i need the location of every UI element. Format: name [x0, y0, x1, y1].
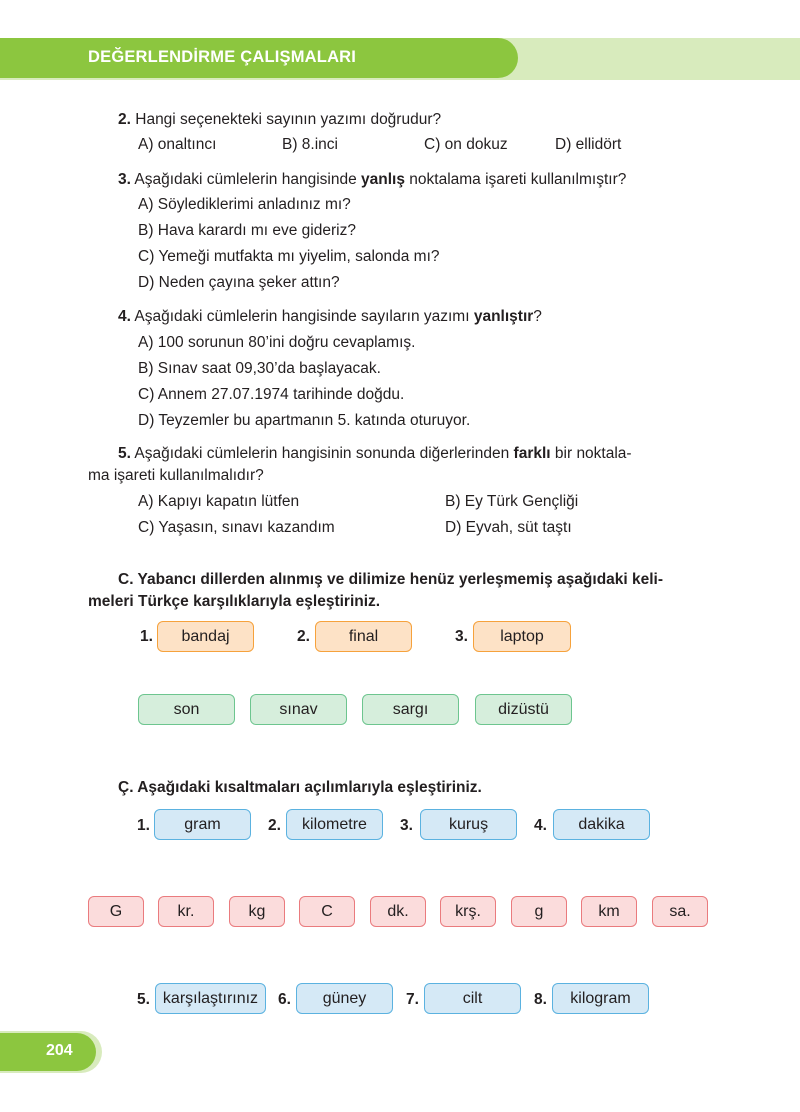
match-number: 2.	[297, 628, 310, 645]
q4-option-d: D) Teyzemler bu apartmanın 5. katında oturuyor.	[138, 412, 471, 429]
section-title: DEĞERLENDİRME ÇALIŞMALARI	[88, 48, 357, 66]
question-text: noktalama işareti kullanılmıştır?	[409, 171, 627, 188]
word-box-laptop: laptop	[473, 621, 571, 652]
abbr-box-kr: kr.	[158, 896, 214, 927]
abbr-box-dk: dk.	[370, 896, 426, 927]
question-number: 3.	[118, 171, 131, 188]
section-c-instruction-continuation: meleri Türkçe karşılıklarıyla eşleştiriniz.	[88, 593, 381, 610]
q2-option-c: C) on dokuz	[424, 136, 508, 153]
abbr-box-krs: krş.	[440, 896, 496, 927]
section-c-instruction: C. Yabancı dillerden alınmış ve dilimize henüz yerleşmemiş aşağıdaki keli-	[118, 571, 664, 588]
q5-option-d: D) Eyvah, süt taştı	[445, 519, 572, 536]
q2-option-d: D) ellidört	[555, 136, 622, 153]
question-text: bir noktala-	[554, 445, 632, 462]
q5-option-c: C) Yaşasın, sınavı kazandım	[138, 519, 335, 536]
question-text: Hangi seçenekteki sayının yazımı doğrudur?	[135, 111, 442, 128]
q4-option-b: B) Sınav saat 09,30’da başlayacak.	[138, 360, 381, 377]
q4-option-c: C) Annem 27.07.1974 tarihinde doğdu.	[138, 386, 405, 403]
emphasis-word: farklı	[513, 445, 551, 462]
question-4	[118, 307, 542, 327]
answer-box-son: son	[138, 694, 235, 725]
q5-option-b: B) Ey Türk Gençliği	[445, 493, 579, 510]
match-number: 1.	[137, 817, 150, 834]
q3-option-a: A) Söylediklerimi anladınız mı?	[138, 196, 351, 213]
word-box-guney: güney	[296, 983, 393, 1014]
question-2	[118, 110, 441, 130]
word-box-kilometre: kilometre	[286, 809, 383, 840]
q3-option-b: B) Hava karardı mı eve gideriz?	[138, 222, 356, 239]
word-box-dakika: dakika	[553, 809, 650, 840]
page-number: 204	[46, 1042, 73, 1059]
q5-option-a: A) Kapıyı kapatın lütfen	[138, 493, 300, 510]
match-number: 4.	[534, 817, 547, 834]
question-text: Aşağıdaki cümlelerin hangisinde	[134, 171, 357, 188]
question-number: 5.	[118, 445, 131, 462]
match-number: 7.	[406, 991, 419, 1008]
match-number: 8.	[534, 991, 547, 1008]
abbr-box-C: C	[299, 896, 355, 927]
emphasis-word: yanlıştır	[473, 308, 534, 325]
q4-option-a: A) 100 sorunun 80’ini doğru cevaplamış.	[138, 334, 416, 351]
word-box-bandaj: bandaj	[157, 621, 254, 652]
abbr-box-g: g	[511, 896, 567, 927]
match-number: 5.	[137, 991, 150, 1008]
abbr-box-sa: sa.	[652, 896, 708, 927]
match-number: 3.	[400, 817, 413, 834]
question-number: 4.	[118, 308, 131, 325]
abbr-box-km: km	[581, 896, 637, 927]
question-5	[118, 444, 632, 464]
word-box-kurus: kuruş	[420, 809, 517, 840]
answer-box-sinav: sınav	[250, 694, 347, 725]
word-box-karsilastiriniz: karşılaştırınız	[155, 983, 266, 1014]
question-3	[118, 170, 626, 190]
match-number: 3.	[455, 628, 468, 645]
q3-option-c: C) Yemeği mutfakta mı yiyelim, salonda mı?	[138, 248, 440, 265]
word-box-kilogram: kilogram	[552, 983, 649, 1014]
match-number: 1.	[140, 628, 153, 645]
abbr-box-G: G	[88, 896, 144, 927]
answer-box-dizustu: dizüstü	[475, 694, 572, 725]
question-text: Aşağıdaki cümlelerin hangisinde sayıların yazımı	[134, 308, 470, 325]
question-text: ?	[533, 308, 542, 325]
word-box-gram: gram	[154, 809, 251, 840]
q2-option-a: A) onaltıncı	[138, 136, 217, 153]
match-number: 2.	[268, 817, 281, 834]
question-5-continuation: ma işareti kullanılmalıdır?	[88, 467, 264, 484]
q2-option-b: B) 8.inci	[282, 136, 338, 153]
section-cc-instruction: Ç. Aşağıdaki kısaltmaları açılımlarıyla eşleştiriniz.	[118, 779, 482, 796]
answer-box-sargi: sargı	[362, 694, 459, 725]
word-box-final: final	[315, 621, 412, 652]
emphasis-word: yanlış	[361, 171, 405, 188]
word-box-cilt: cilt	[424, 983, 521, 1014]
q3-option-d: D) Neden çayına şeker attın?	[138, 274, 340, 291]
question-text: Aşağıdaki cümlelerin hangisinin sonunda diğerlerinden	[134, 445, 510, 462]
match-number: 6.	[278, 991, 291, 1008]
question-number: 2.	[118, 111, 131, 128]
abbr-box-kg: kg	[229, 896, 285, 927]
